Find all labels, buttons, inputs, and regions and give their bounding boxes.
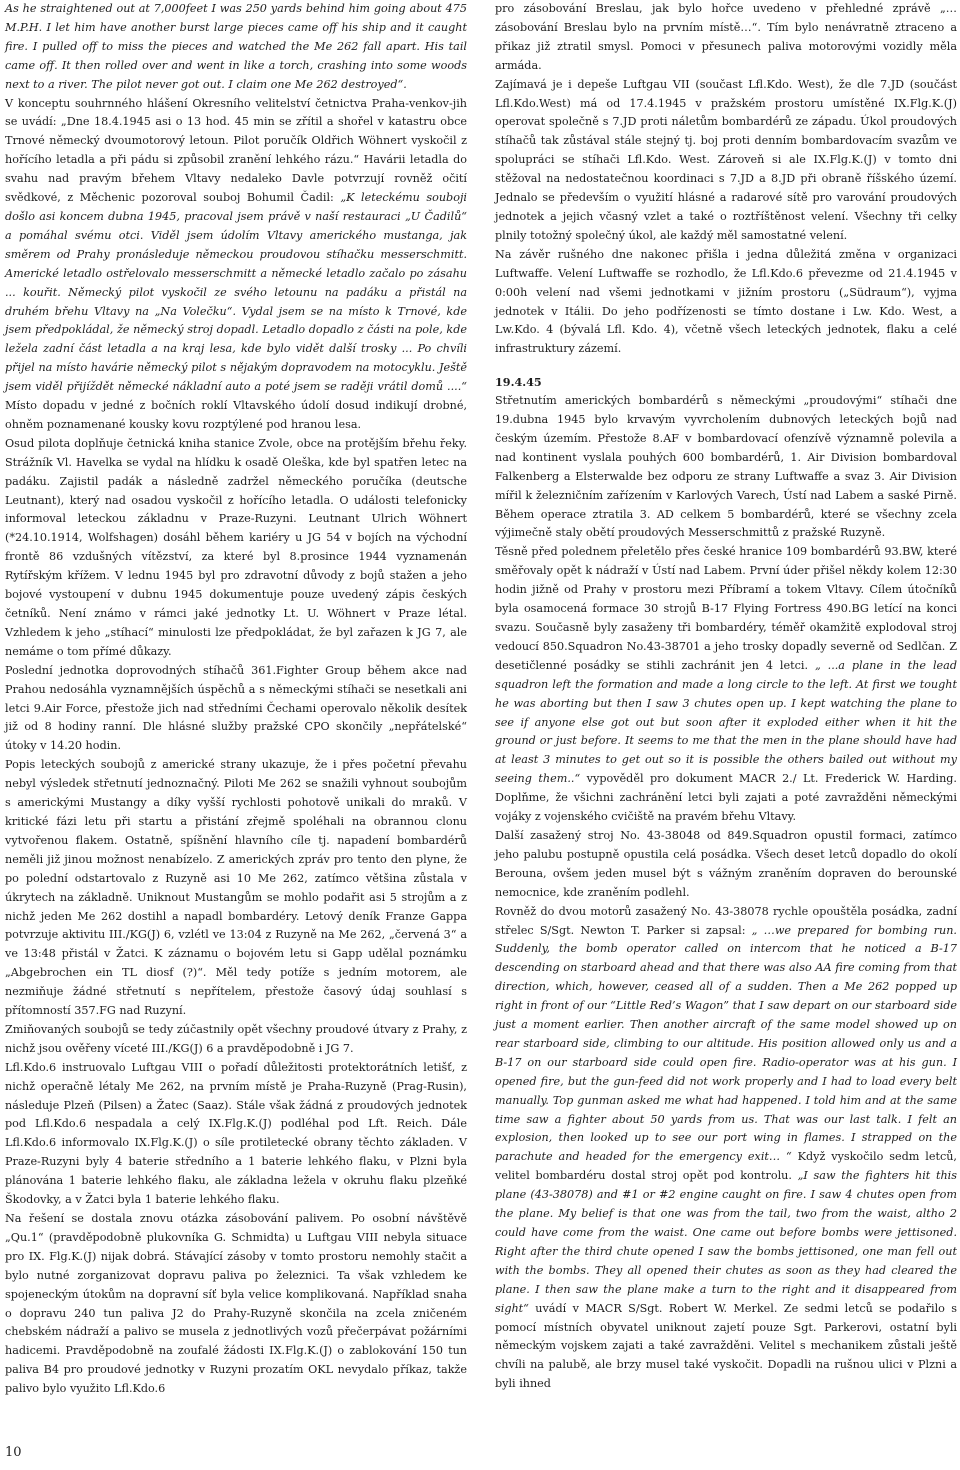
paragraph	[495, 543, 957, 827]
date-heading: 19.4.45	[495, 375, 542, 390]
paragraph: Popis leteckých soubojů z americké strany ukazuje, že i přes početní převahu nebyl výsledek střetnutí jednoznačný. Piloti Me 262 se snažili vyhnout soubojům s americkými Mustangy a díky vyšší rychlosti pohotově unikali do mraků. V kritické fázi letu při startu a přistání zřejmě spoléhali na obrannou clonu vytvořenou flakem. Ostatně, spíšnění hlavního cíle tj. napadení bombardérů neměli již jinou možnost nenabízelo. Z amerických zpráv pro tento den plyne, že po polední odstartovalo z Ruzyně asi 10 Me 262, zatímco většina zůstala v úkrytech na základně. Uniknout Mustangům se mohlo podařit asi 5 strojům a z nichž jeden Me 262 dostihl a napadl bombardéry. Letový deník Franze Gappa potvrzuje aktivitu III./KG(J) 6, vzlétl ve 13:04 z Ruzyně na Me 262, „červená 3“ a ve 13:48 přistál v Žatci. K záznamu o bojovém letu si Gapp udělal poznámku „Abgebrochen ein TL diosf (?)“. Měl tedy potíže s jedním motorem, ale nezmiňuje žádné střetnutí s nepřítelem, přestože časový údaj souhlasí s přítomností 357.FG nad Ruzyní.	[5, 758, 467, 1018]
paragraph-text: Rovněž do dvou motorů zasažený No. 43-38078 rychle opouštěla posádka, zadní střelec S/Sgt. Newton T. Parker si zapsal:	[495, 904, 957, 937]
witness-quote: „I saw the fighters hit this plane (43-38078) and #1 or #2 engine caught on fire. I saw 4 chutes open from the plane. My belief is that one was from the tail, two from the waist, altho 2 could have come from the waist. One came out before bombs were jettisoned. Right after the third chute opened I saw the bombs jettisoned, one man fell out with the bombs. They all opened their chutes as soon as they had cleared the plane. I then saw the plane make a turn to the right and it disappeared from sight“	[495, 1169, 957, 1315]
left-column	[5, 0, 467, 1399]
page-number: 10	[5, 1445, 22, 1460]
witness-quote: „K leteckému souboji došlo asi koncem dubna 1945, pracoval jsem právě v naší restauraci „U Čadilů“ a pomáhal svému otci. Viděl jsem údolím Vltavy amerického mustanga, jak směrem od Prahy pronásleduje německou proudovou stíhačku messerschmitt. Americké letadlo ostřelovalo messerschmitt a německé letadlo začalo po zásahu ... kouřit. Německý pilot vyskočil ze svého letounu na padáku a přistál na druhém břehu Vltavy na „Na Volečku“. Vydal jsem se na místo k Trnové, kde jsem předpokládal, že německý stroj dopadl. Letadlo dopadlo z části na pole, kde ležela zadní část letadla a na kraj lesa, kde bylo vidět další trosky ... Po chvíli přijel na místo havárie německý pilot s nějakým dopravodem na motocyklu. Ještě jsem viděl přijíždět německé nákladní auto a poté jsem se raději vrátil domů ....“	[5, 191, 467, 394]
paragraph-text: Když vyskočilo sedm letců, velitel bombardéru dostal stroj opět pod kontrolu.	[495, 1150, 957, 1183]
witness-quote: „ ...a plane in the lead squadron left the formation and made a long circle to the left. At first we tought he was aborting but then I saw 3 chutes open up. I kept watching the plane to see if anyone else got out but soon after it exploded either when it hit the ground or just before. It seems to me that the men in the plane should have had at least 3 minutes to get out so it is possible the others bailed out without my seeing them..“	[495, 658, 957, 786]
paragraph-text: V konceptu souhrnného hlášení Okresního velitelství četnictva Praha-venkov-jih se uvádí: „Dne 18.4.1945 asi o 13 hod. 45 min se zřítil a shořel v katastru obce Trnové německý dvoumotorový letoun. Pilot poručík Oldřich Wöhnert vyskočil z hořícího letadla a při pádu si způsobil zranění lehkého rázu.“ Havárii letadla do svahu nad pravým břehem Vltavy nedaleko Davle potvrzují rovněž očití svědkové, z Měchenic pozoroval souboj Bohumil Čadil:	[5, 96, 467, 205]
witness-quote: „ …we prepared for bombing run. Suddenly, the bomb operator called on intercom that he noticed a B-17 descending on starboard ahead and that there was also AA fire coming from that direction, which, however, ceased all of a sudden. Then a Me 262 popped up right in front of our “Little Red’s Wagon” that I saw depart on our starboard side just a moment earlier. Then another aircraft of the same model showed up on rear starboard side, climbing to our altitude. His position allowed only us and a B-17 on our starboard side could open fire. Radio-operator was at his gun. I opened fire, but the gun-feed did not work properly and I had to load every belt manually. Top gunman asked me what had happened. I told him and at the same time saw a fighter about 50 yards from us. That was our last talk. I felt an explosion, then looked up to see our port wing in flames. I strapped on the parachute and headed for the emergency exit… “	[495, 923, 957, 1164]
paragraph	[5, 95, 467, 435]
paragraph-text: vypověděl pro dokument MACR 2./ Lt. Frederick W. Harding. Doplňme, že všichni zachránění letci byli zajati a poté zavražděni německými vojáky z vojenského cvičiště na pravém břehu Vltavy.	[495, 772, 957, 824]
paragraph: Další zasažený stroj No. 43-38048 od 849.Squadron opustil formaci, zatímco jeho palubu postupně opustila celá posádka. Všech deset letců dopadlo do okolí Berouna, ovšem jeden musel být s vážným zraněním dopraven do berounské nemocnice, kde zraněním podlehl.	[495, 828, 957, 899]
paragraph: Na závěr rušného dne nakonec přišla i jedna důležitá změna v organizaci Luftwaffe. Velení Luftwaffe se rozhodlo, že Lfl.Kdo.6 převezme od 21.4.1945 v 0:00h velení nad všemi jednotkami v jižním prostoru („Südraum“), vyjma jednotek v Itálii. Do jeho podřízenosti se tímto dostane i Lw. Kdo. West, a Lw.Kdo. 4 (bývalá Lfl. Kdo. 4), včetně všech leteckých jednotek, flaku a celé infrastruktury zázemí.	[495, 247, 957, 356]
paragraph: Zmiňovaných soubojů se tedy zúčastnily opět všechny proudové útvary z Prahy, z nichž jsou ověřeny víceté III./KG(J) 6 a pravděpodobně i JG 7.	[5, 1022, 467, 1055]
paragraph: Poslední jednotka doprovodných stíhačů 361.Fighter Group během akce nad Prahou nedosáhla vyznamnějších úspěchů a s německými stíhači se nesetkali ani letci 9.Air Force, přestože jich nad středními Čechami operovalo několik desítek již od 8 hodiny ranní. Dle hlásné služby pražské CPO skončily „nepřátelské“ útoky v 14.20 hodin.	[5, 663, 467, 753]
paragraph: Na řešení se dostala znovu otázka zásobování palivem. Po osobní návštěvě „Qu.1“ (pravděpodobně plukovníka G. Schmidta) u Luftgau VIII nebyla situace pro IX. Flg.K.(J) nijak dobrá. Stávající zásoby v tomto prostoru nemohly stačit a bylo nutné zorganizovat dopravu paliva po železnici. Ta však vzhledem ke spojeneckým útokům na dopravní síť byla velice komplikovaná. Například snaha o dopravu 240 tun paliva J2 do Prahy-Ruzyně skončila na zcela zničeném chebském nádraží a palivo se musela z jednotlivých vozů přečerpávat požárními hadicemi. Pravděpodobně na zoufalé žádosti IX.Flg.K.(J) o zablokování 150 tun paliva B4 pro proudové jednotky v Ruzyni prozatím OKL nevydalo příkaz, takže palivo bylo využito Lfl.Kdo.6	[5, 1212, 467, 1396]
paragraph	[495, 903, 957, 1395]
paragraph: Zajímavá je i depeše Luftgau VII (součast Lfl.Kdo. West), že dle 7.JD (součást Lfl.Kdo.West) má od 17.4.1945 v pražském prostoru umístěné IX.Flg.K.(J) operovat společně s 7.JD proti náletům bombardérů ze západu. Úkol proudových stíhačů tak zůstával stále stejný tj. boj proti denním bombardovacím svazům ve spolupráci se stíhači Lfl.Kdo. West. Zároveň si ale IX.Flg.K.(J) v tomto dni stěžoval na nedostatečnou koordinaci s 7.JD a 8.JD při obraně říšského území. Jednalo se především o využití hlásné a radarové sítě pro varování proudových jednotek a jejich včasný vzlet a také o roztříštěnost velení. Všechny tři celky plnily totožný společný úkol, ale každý měl samostatné velení.	[495, 77, 957, 242]
paragraph: pro zásobování Breslau, jak bylo hořce uvedeno v přehledné zprávě „…zásobování Breslau bylo na prvním místě…“. Tím bylo nenávratně ztraceno a přikaz již ztratil smysl. Pomoci v přesunech paliva motorovými vozidly měla armáda.	[495, 2, 957, 72]
right-column	[495, 0, 957, 1394]
paragraph: Střetnutím amerických bombardérů s německými „proudovými“ stíhači dne 19.dubna 1945 bylo krvavým vyvrcholením dubnových leteckých bojů nad českým územím. Přestože 8.AF v bombardovací ofenzívě významně polevila a nad kontinent vyslala pouhých 600 bombardérů, 1. Air Division bombardoval Falkenberg a Elsterwalde bez odporu ze strany Luftwaffe a svaz 3. Air Division mířil k železničním zařízením v Karlových Varech, Ústí nad Labem a saské Pirně. Během operace ztratila 3. AD celkem 5 bombardérů, které se všechny zcela výjimečně staly obětí proudových Messerschmittů z pražské Ruzyně.	[495, 394, 957, 540]
paragraph: Osud pilota doplňuje četnická kniha stanice Zvole, obce na protějším břehu řeky. Strážník Vl. Havelka se vydal na hlídku k osadě Oleška, kde byl spatřen letec na padáku. Zajistil padák a následně zadržel německého poručíka (deutsche Leutnant), který nad osadou vyskočil z hořícího letadla. O události telefonicky informoval leteckou základnu v Praze-Ruzyni. Leutnant Ulrich Wöhnert (*24.10.1914, Wolfshagen) dosáhl během kariéry u JG 54 v bojích na východní frontě 86 vzdušných vítězství, za které byl 8.prosince 1944 vyznamenán Rytířským křížem. V lednu 1945 byl pro zdravotní důvody z bojů stažen a jeho bojové vystoupení v dubnu 1945 dokumentuje pouze uvedený zápis českých četníků. Není známo v rámci jaké jednotky Lt. U. Wöhnert v Praze létal. Vzhledem k jeho „stíhací“ minulosti lze předpokládat, že byl zařazen k JG 7, ale nemáme o tom přímé důkazy.	[5, 436, 467, 658]
paragraph: Lfl.Kdo.6 instruovalo Luftgau VIII o pořadí důležitosti protektorátních letišť, z nichž operačně létaly Me 262, na prvním místě je Praha-Ruzyně (Prag-Rusin), následuje Plzeň (Pilsen) a Žatec (Saaz). Stále však žádná z proudových jednotek pod Lfl.Kdo.6 nespadala a celý IX.Flg.K.(J) podléhal pod Lft. Reich. Dále Lfl.Kdo.6 informovalo IX.Flg.K.(J) o síle protiletecké obrany těchto základen. V Praze-Ruzyni byly 4 baterie středního a 1 baterie lehkého flaku, v Plzni byla plánována 1 baterie lehkého flaku, ale základna ležela v okruhu flaku plzeňké Škodovky, a v Žatci byla 1 baterie lehkého flaku.	[5, 1060, 467, 1207]
quote-paragraph: As he straightened out at 7,000feet I was 250 yards behind him going about 475 M.P.H. I let him have another burst large pieces came off his ship and it caught fire. I pulled off to miss the pieces and watched the Me 262 fall apart. His tail came off. It then rolled over and went in like a torch, crashing into some woods next to a river. The pilot never got out. I claim one Me 262 destroyed“.	[5, 2, 467, 91]
paragraph-text: Těsně před polednem přeletělo přes české hranice 109 bombardérů 93.BW, které směřovaly opět k nádraží v Ústí nad Labem. První úder přišel někdy kolem 12:30 hodin jižně od Prahy v prostoru mezi Příbramí a tokem Vltavy. Cílem útočníků byla osamocená formace 30 strojů B-17 Flying Fortress 490.BG letící na konci svazu. Současně byly zasaženy tři bombardéry, téměř okamžitě explodoval stroj vedoucí 850.Squadron No.43-38701 a jeho trosky dopadly severně od Sedlčan. Z desetičlenné posádky se stihli zachránit jen 4 letci.	[495, 545, 957, 672]
paragraph-text: Místo dopadu v jedné z bočních roklí Vltavského údolí dosud indikují drobné, ohněm poznamenané kousky kovu rozptýlené pod hranou lesa.	[5, 399, 467, 431]
paragraph-text: uvádí v MACR S/Sgt. Robert W. Merkel. Ze sedmi letců se podařilo s pomocí místních obyvatel uniknout zajetí pouze Sgt. Parkerovi, ostatní byli německým vojskem zajati a také zavražděni. Velitel s mechanikem zůstali ještě chvíli na palubě, ale brzy musel také vyskočit. Dopadli na rušnou ulici v Plzni a byli ihned	[495, 1301, 957, 1391]
